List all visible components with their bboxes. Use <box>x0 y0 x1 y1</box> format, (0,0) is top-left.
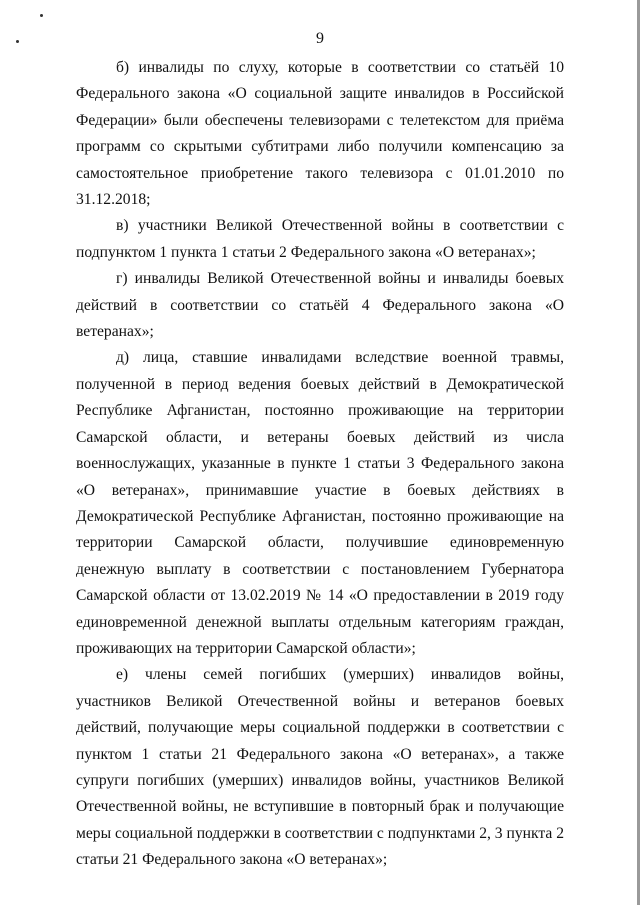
paragraph-d: д) лица, ставшие инвалидами вследствие военной травмы, полученной в период ведения боевых действий в Демократической Республике Афганистан, постоянно проживающие на территории Самарской области, и ветераны боевых действий из числа военнослужащих, указанные в пункте 1 статьи 3 Федерального закона «О ветеранах», принимавшие участие в боевых действиях в Демократической Республике Афганистан, постоянно проживающие на территории Самарской области, получившие единовременную денежную выплату в соответствии с постановлением Губернатора Самарской области от 13.02.2019 № 14 «О предоставлении в 2019 году единовременной денежной выплаты отдельным категориям граждан, проживающих на территории Самарской области»; <box>76 349 564 657</box>
paragraph-v: в) участники Великой Отечественной войны в соответствии с подпунктом 1 пункта 1 статьи 2 Федерального закона «О ветеранах»; <box>76 217 564 261</box>
paragraph-g: г) инвалиды Великой Отечественной войны и инвалиды боевых действий в соответствии со статьёй 4 Федерального закона «О ветеранах»; <box>76 270 564 341</box>
scan-speck <box>40 14 43 17</box>
page-number: 9 <box>316 30 324 47</box>
document-body <box>76 55 564 874</box>
paragraph-b: б) инвалиды по слуху, которые в соответствии со статьёй 10 Федерального закона «О социальной защите инвалидов в Российской Федерации» были обеспечены телевизорами с телетекстом для приёма программ со скрытыми субтитрами либо получили компенсацию за самостоятельное приобретение такого телевизора с 01.01.2010 по 31.12.2018; <box>76 59 564 209</box>
paragraph-e: е) члены семей погибших (умерших) инвалидов войны, участников Великой Отечественной войны и ветеранов боевых действий, получающие меры социальной поддержки в соответствии с пунктом 1 статьи 21 Федерального закона «О ветеранах», а также супруги погибших (умерших) инвалидов войны, участников Великой Отечественной войны, не вступившие в повторный брак и получающие меры социальной поддержки в соответствии с подпунктами 2, 3 пункта 2 статьи 21 Федерального закона «О ветеранах»; <box>76 666 564 869</box>
